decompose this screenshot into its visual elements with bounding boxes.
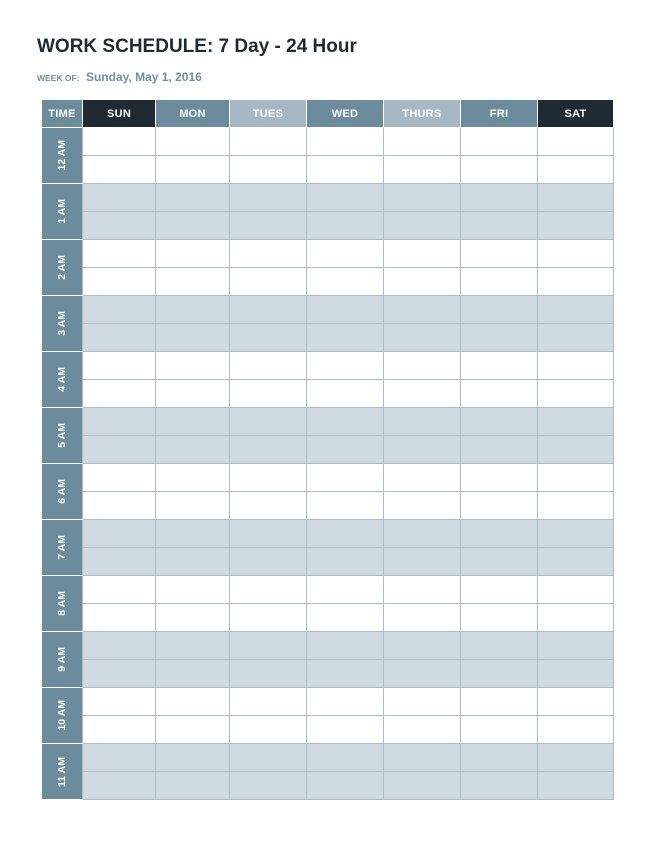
schedule-cell-thurs[interactable] xyxy=(384,604,461,632)
schedule-cell-thurs[interactable] xyxy=(384,548,461,576)
schedule-cell-thurs[interactable] xyxy=(384,520,461,548)
schedule-cell-tues[interactable] xyxy=(230,212,307,240)
schedule-row xyxy=(42,576,614,604)
schedule-row xyxy=(42,184,614,212)
schedule-cell-tues[interactable] xyxy=(230,744,307,772)
schedule-cell-thurs[interactable] xyxy=(384,632,461,660)
schedule-cell-sun[interactable] xyxy=(83,604,156,632)
column-header-sun: SUN xyxy=(83,100,156,128)
hour-label: 12 AM xyxy=(55,140,68,171)
schedule-row xyxy=(42,744,614,772)
schedule-cell-sat[interactable] xyxy=(538,184,614,212)
schedule-row xyxy=(42,492,614,520)
schedule-cell-tues[interactable] xyxy=(230,156,307,184)
schedule-cell-thurs[interactable] xyxy=(384,128,461,156)
schedule-cell-wed[interactable] xyxy=(307,772,384,800)
schedule-row xyxy=(42,324,614,352)
schedule-cell-sat[interactable] xyxy=(538,688,614,716)
schedule-cell-sun[interactable] xyxy=(83,576,156,604)
hour-label: 11 AM xyxy=(55,756,68,787)
hour-label: 3 AM xyxy=(55,311,68,336)
hour-label: 4 AM xyxy=(55,367,68,392)
schedule-cell-fri[interactable] xyxy=(461,492,538,520)
week-of xyxy=(37,68,202,86)
schedule-cell-fri[interactable] xyxy=(461,576,538,604)
column-header-sat: SAT xyxy=(538,100,614,128)
schedule-row xyxy=(42,128,614,156)
schedule-cell-mon[interactable] xyxy=(156,156,230,184)
time-slot-label xyxy=(42,240,83,296)
schedule-cell-wed[interactable] xyxy=(307,716,384,744)
schedule-cell-mon[interactable] xyxy=(156,380,230,408)
schedule-cell-sun[interactable] xyxy=(83,632,156,660)
schedule-cell-tues[interactable] xyxy=(230,184,307,212)
schedule-cell-fri[interactable] xyxy=(461,464,538,492)
schedule-cell-mon[interactable] xyxy=(156,184,230,212)
schedule-cell-thurs[interactable] xyxy=(384,436,461,464)
schedule-cell-wed[interactable] xyxy=(307,688,384,716)
schedule-cell-mon[interactable] xyxy=(156,436,230,464)
schedule-cell-sun[interactable] xyxy=(83,240,156,268)
time-slot-label xyxy=(42,352,83,408)
schedule-cell-fri[interactable] xyxy=(461,548,538,576)
schedule-cell-tues[interactable] xyxy=(230,548,307,576)
schedule-cell-tues[interactable] xyxy=(230,632,307,660)
schedule-cell-sun[interactable] xyxy=(83,772,156,800)
schedule-cell-sun[interactable] xyxy=(83,520,156,548)
schedule-cell-sun[interactable] xyxy=(83,548,156,576)
schedule-cell-sat[interactable] xyxy=(538,380,614,408)
schedule-row xyxy=(42,548,614,576)
schedule-cell-fri[interactable] xyxy=(461,520,538,548)
schedule-cell-tues[interactable] xyxy=(230,352,307,380)
column-header-time: TIME xyxy=(42,100,83,128)
schedule-cell-wed[interactable] xyxy=(307,408,384,436)
schedule-cell-thurs[interactable] xyxy=(384,688,461,716)
schedule-cell-sat[interactable] xyxy=(538,548,614,576)
schedule-cell-fri[interactable] xyxy=(461,604,538,632)
schedule-cell-sat[interactable] xyxy=(538,352,614,380)
schedule-cell-sat[interactable] xyxy=(538,744,614,772)
schedule-cell-sat[interactable] xyxy=(538,324,614,352)
schedule-row xyxy=(42,660,614,688)
schedule-cell-mon[interactable] xyxy=(156,268,230,296)
schedule-cell-tues[interactable] xyxy=(230,604,307,632)
schedule-cell-wed[interactable] xyxy=(307,520,384,548)
schedule-cell-sat[interactable] xyxy=(538,128,614,156)
schedule-cell-mon[interactable] xyxy=(156,576,230,604)
schedule-cell-thurs[interactable] xyxy=(384,352,461,380)
schedule-cell-thurs[interactable] xyxy=(384,380,461,408)
schedule-cell-thurs[interactable] xyxy=(384,576,461,604)
hour-label: 5 AM xyxy=(55,423,68,448)
schedule-cell-thurs[interactable] xyxy=(384,744,461,772)
time-slot-label xyxy=(42,184,83,240)
schedule-table xyxy=(41,99,614,800)
hour-label: 6 AM xyxy=(55,479,68,504)
schedule-cell-sun[interactable] xyxy=(83,716,156,744)
schedule-cell-mon[interactable] xyxy=(156,492,230,520)
schedule-cell-tues[interactable] xyxy=(230,296,307,324)
schedule-cell-wed[interactable] xyxy=(307,296,384,324)
schedule-cell-wed[interactable] xyxy=(307,240,384,268)
schedule-cell-sun[interactable] xyxy=(83,660,156,688)
schedule-cell-fri[interactable] xyxy=(461,324,538,352)
schedule-row xyxy=(42,520,614,548)
schedule-cell-mon[interactable] xyxy=(156,324,230,352)
schedule-cell-thurs[interactable] xyxy=(384,324,461,352)
schedule-cell-tues[interactable] xyxy=(230,660,307,688)
schedule-row xyxy=(42,352,614,380)
schedule-row xyxy=(42,464,614,492)
schedule-cell-tues[interactable] xyxy=(230,772,307,800)
schedule-cell-thurs[interactable] xyxy=(384,296,461,324)
schedule-cell-sun[interactable] xyxy=(83,464,156,492)
schedule-cell-sun[interactable] xyxy=(83,268,156,296)
schedule-row xyxy=(42,772,614,800)
schedule-row xyxy=(42,296,614,324)
schedule-cell-mon[interactable] xyxy=(156,772,230,800)
schedule-cell-sat[interactable] xyxy=(538,436,614,464)
schedule-cell-thurs[interactable] xyxy=(384,716,461,744)
schedule-cell-fri[interactable] xyxy=(461,772,538,800)
hour-label: 1 AM xyxy=(55,199,68,224)
schedule-cell-wed[interactable] xyxy=(307,436,384,464)
schedule-cell-mon[interactable] xyxy=(156,520,230,548)
schedule-row xyxy=(42,632,614,660)
schedule-cell-tues[interactable] xyxy=(230,380,307,408)
page-title: WORK SCHEDULE: 7 Day - 24 Hour xyxy=(37,36,357,57)
schedule-cell-sun[interactable] xyxy=(83,128,156,156)
schedule-row xyxy=(42,436,614,464)
schedule-cell-wed[interactable] xyxy=(307,576,384,604)
time-slot-label xyxy=(42,688,83,744)
schedule-cell-tues[interactable] xyxy=(230,436,307,464)
time-slot-label xyxy=(42,128,83,184)
schedule-cell-thurs[interactable] xyxy=(384,772,461,800)
time-slot-label xyxy=(42,632,83,688)
schedule-cell-mon[interactable] xyxy=(156,632,230,660)
schedule-row xyxy=(42,268,614,296)
schedule-cell-thurs[interactable] xyxy=(384,184,461,212)
schedule-cell-wed[interactable] xyxy=(307,632,384,660)
schedule-cell-tues[interactable] xyxy=(230,268,307,296)
week-of-label: WEEK OF: xyxy=(37,73,80,83)
schedule-cell-fri[interactable] xyxy=(461,436,538,464)
schedule-cell-mon[interactable] xyxy=(156,660,230,688)
schedule-cell-sat[interactable] xyxy=(538,212,614,240)
schedule-row xyxy=(42,408,614,436)
schedule-row xyxy=(42,716,614,744)
schedule-cell-wed[interactable] xyxy=(307,184,384,212)
schedule-body xyxy=(42,128,614,800)
schedule-cell-wed[interactable] xyxy=(307,352,384,380)
hour-label: 2 AM xyxy=(55,255,68,280)
hour-label: 8 AM xyxy=(55,591,68,616)
schedule-row xyxy=(42,688,614,716)
column-header-tues: TUES xyxy=(230,100,307,128)
schedule-cell-sun[interactable] xyxy=(83,156,156,184)
schedule-cell-sat[interactable] xyxy=(538,520,614,548)
schedule-row xyxy=(42,212,614,240)
schedule-cell-sat[interactable] xyxy=(538,464,614,492)
schedule-cell-sun[interactable] xyxy=(83,408,156,436)
schedule-cell-tues[interactable] xyxy=(230,688,307,716)
schedule-cell-fri[interactable] xyxy=(461,688,538,716)
schedule-cell-wed[interactable] xyxy=(307,212,384,240)
schedule-cell-tues[interactable] xyxy=(230,128,307,156)
schedule-cell-mon[interactable] xyxy=(156,688,230,716)
time-slot-label xyxy=(42,520,83,576)
hour-label: 7 AM xyxy=(55,535,68,560)
schedule-cell-thurs[interactable] xyxy=(384,156,461,184)
schedule-cell-mon[interactable] xyxy=(156,604,230,632)
schedule-cell-sun[interactable] xyxy=(83,436,156,464)
schedule-cell-sat[interactable] xyxy=(538,268,614,296)
schedule-row xyxy=(42,156,614,184)
schedule-cell-fri[interactable] xyxy=(461,632,538,660)
schedule-cell-mon[interactable] xyxy=(156,744,230,772)
schedule-cell-tues[interactable] xyxy=(230,240,307,268)
schedule-cell-tues[interactable] xyxy=(230,576,307,604)
schedule-cell-sat[interactable] xyxy=(538,408,614,436)
schedule-cell-sun[interactable] xyxy=(83,492,156,520)
schedule-cell-tues[interactable] xyxy=(230,408,307,436)
schedule-cell-sun[interactable] xyxy=(83,688,156,716)
schedule-row xyxy=(42,380,614,408)
time-slot-label xyxy=(42,744,83,800)
column-header-fri: FRI xyxy=(461,100,538,128)
schedule-cell-sun[interactable] xyxy=(83,212,156,240)
schedule-cell-wed[interactable] xyxy=(307,464,384,492)
schedule-cell-thurs[interactable] xyxy=(384,240,461,268)
schedule-cell-tues[interactable] xyxy=(230,520,307,548)
week-of-date[interactable]: Sunday, May 1, 2016 xyxy=(85,70,202,84)
schedule-cell-tues[interactable] xyxy=(230,324,307,352)
schedule-cell-sat[interactable] xyxy=(538,604,614,632)
column-header-mon: MON xyxy=(156,100,230,128)
schedule-cell-sat[interactable] xyxy=(538,632,614,660)
schedule-cell-sat[interactable] xyxy=(538,716,614,744)
schedule-cell-fri[interactable] xyxy=(461,296,538,324)
hour-label: 9 AM xyxy=(55,647,68,672)
schedule-cell-sun[interactable] xyxy=(83,352,156,380)
schedule-cell-thurs[interactable] xyxy=(384,212,461,240)
schedule-cell-thurs[interactable] xyxy=(384,660,461,688)
schedule-cell-fri[interactable] xyxy=(461,184,538,212)
schedule-cell-sat[interactable] xyxy=(538,240,614,268)
schedule-cell-sat[interactable] xyxy=(538,156,614,184)
schedule-cell-fri[interactable] xyxy=(461,240,538,268)
schedule-cell-sat[interactable] xyxy=(538,576,614,604)
schedule-cell-sun[interactable] xyxy=(83,744,156,772)
schedule-cell-sat[interactable] xyxy=(538,660,614,688)
header-row xyxy=(42,100,614,128)
schedule-cell-sun[interactable] xyxy=(83,380,156,408)
schedule-cell-fri[interactable] xyxy=(461,156,538,184)
schedule-cell-fri[interactable] xyxy=(461,744,538,772)
schedule-cell-mon[interactable] xyxy=(156,716,230,744)
schedule-cell-mon[interactable] xyxy=(156,548,230,576)
schedule-cell-thurs[interactable] xyxy=(384,464,461,492)
schedule-cell-sat[interactable] xyxy=(538,296,614,324)
hour-label: 10 AM xyxy=(55,700,68,731)
schedule-cell-wed[interactable] xyxy=(307,128,384,156)
schedule-cell-mon[interactable] xyxy=(156,128,230,156)
time-slot-label xyxy=(42,408,83,464)
schedule-cell-fri[interactable] xyxy=(461,716,538,744)
schedule-cell-thurs[interactable] xyxy=(384,268,461,296)
schedule-cell-fri[interactable] xyxy=(461,380,538,408)
schedule-cell-fri[interactable] xyxy=(461,660,538,688)
time-slot-label xyxy=(42,296,83,352)
column-header-wed: WED xyxy=(307,100,384,128)
schedule-cell-sat[interactable] xyxy=(538,492,614,520)
schedule-cell-wed[interactable] xyxy=(307,660,384,688)
schedule-cell-thurs[interactable] xyxy=(384,408,461,436)
schedule-cell-wed[interactable] xyxy=(307,492,384,520)
time-slot-label xyxy=(42,464,83,520)
schedule-cell-tues[interactable] xyxy=(230,716,307,744)
schedule-cell-wed[interactable] xyxy=(307,604,384,632)
schedule-row xyxy=(42,604,614,632)
schedule-cell-sun[interactable] xyxy=(83,184,156,212)
schedule-cell-wed[interactable] xyxy=(307,156,384,184)
schedule-cell-fri[interactable] xyxy=(461,268,538,296)
schedule-cell-wed[interactable] xyxy=(307,380,384,408)
schedule-cell-mon[interactable] xyxy=(156,296,230,324)
column-header-thurs: THURS xyxy=(384,100,461,128)
schedule-cell-wed[interactable] xyxy=(307,324,384,352)
schedule-cell-fri[interactable] xyxy=(461,408,538,436)
schedule-cell-sun[interactable] xyxy=(83,296,156,324)
schedule-cell-mon[interactable] xyxy=(156,352,230,380)
schedule-cell-fri[interactable] xyxy=(461,212,538,240)
schedule-cell-mon[interactable] xyxy=(156,240,230,268)
time-slot-label xyxy=(42,576,83,632)
schedule-row xyxy=(42,240,614,268)
schedule-cell-tues[interactable] xyxy=(230,464,307,492)
schedule-cell-mon[interactable] xyxy=(156,212,230,240)
schedule-cell-fri[interactable] xyxy=(461,352,538,380)
schedule-cell-thurs[interactable] xyxy=(384,492,461,520)
schedule-cell-mon[interactable] xyxy=(156,408,230,436)
schedule-cell-sun[interactable] xyxy=(83,324,156,352)
schedule-cell-wed[interactable] xyxy=(307,744,384,772)
schedule-cell-fri[interactable] xyxy=(461,128,538,156)
schedule-cell-wed[interactable] xyxy=(307,548,384,576)
schedule-cell-tues[interactable] xyxy=(230,492,307,520)
schedule-cell-sat[interactable] xyxy=(538,772,614,800)
schedule-cell-wed[interactable] xyxy=(307,268,384,296)
schedule-cell-mon[interactable] xyxy=(156,464,230,492)
